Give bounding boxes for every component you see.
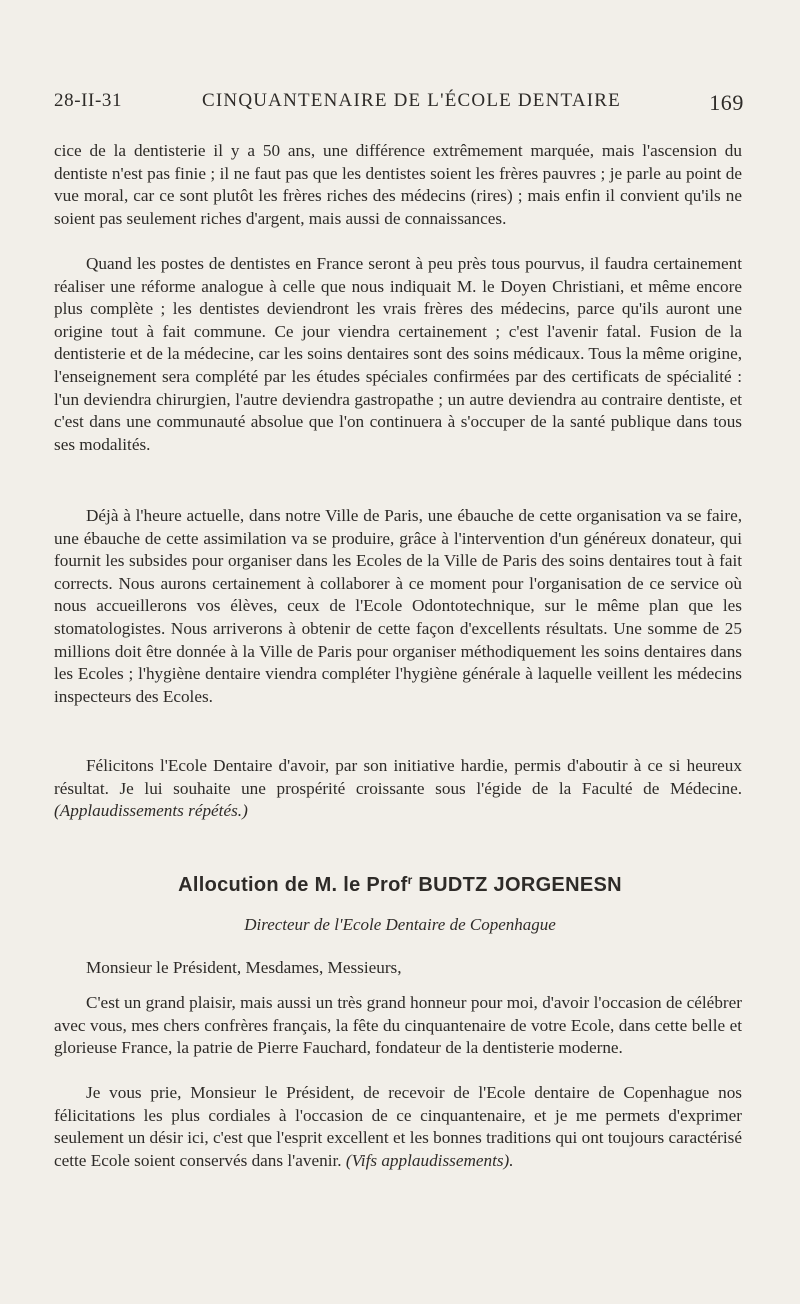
running-header (54, 90, 744, 118)
header-date: 28-II-31 (54, 90, 123, 111)
paragraph-text: C'est un grand plaisir, mais aussi un très grand honneur pour moi, d'avoir l'occasion de célébrer avec vous, mes chers confrères français, la fête du cinquantenaire de votre Ecole, dans cette belle et glorieuse France, la patrie de Pierre Fauchard, fondateur de la dentisterie moderne. (54, 993, 742, 1058)
section-subtitle: Directeur de l'Ecole Dentaire de Copenhague (244, 915, 556, 934)
paragraph-text: Félicitons l'Ecole Dentaire d'avoir, par son initiative hardie, permis d'aboutir à ce si heureux résultat. Je lui souhaite une prospérité croissante sous l'égide de la Faculté de Médecine. (54, 756, 742, 798)
section-title (0, 873, 800, 897)
paragraph-text: Quand les postes de dentistes en France seront à peu près tous pourvus, il faudra certainement réaliser une réforme analogue à celle que nous indiquait M. le Doyen Christiani, et même encore plus complète ; les dentistes deviendront les vrais frères des médecins, parce qu'ils auront une origine tout à fait commune. Ce jour viendra certainement ; c'est l'avenir fatal. Fusion de la dentisterie et de la médecine, car les soins dentaires sont des soins médicaux. Tous la même origine, l'enseignement sera complété par les études spéciales confirmées par des certificats de spécialité : l'un deviendra chirurgien, l'autre deviendra gastropathe ; un autre deviendra au contraire dentiste, et c'est dans une communauté absolue que l'on continuera à s'occuper de la santé publique dans tous ses modalités. (54, 254, 742, 454)
paragraph-text: Déjà à l'heure actuelle, dans notre Ville de Paris, une ébauche de cette organisation va se faire, une ébauche de cette assimilation va se produire, grâce à l'intervention d'un généreux donateur, qui fournit les subsides pour organiser dans les Ecoles de la Ville de Paris des soins dentaires tout à fait corrects. Nous aurons certainement à collaborer à ce moment pour l'organisation de ce service où nous accueillerons vos élèves, ceux de l'Ecole Odontotechnique, sur le même plan que les stomatologistes. Nous arriverons à obtenir de cette façon d'excellents résultats. Une somme de 25 millions doit être donnée à la Ville de Paris pour organiser méthodiquement les soins dentaires dans les Ecoles ; l'hygiène dentaire viendra compléter l'hygiène générale à laquelle veillent les médecins inspecteurs des Ecoles. (54, 506, 742, 706)
header-running-title: CINQUANTENAIRE DE L'ÉCOLE DENTAIRE (202, 90, 621, 111)
applause-note: (Vifs applaudissements). (345, 1150, 514, 1170)
paragraph-congratulations (54, 755, 742, 823)
paragraph-speech-closing (54, 1082, 742, 1172)
paragraph-text: Je vous prie, Monsieur le Président, de recevoir de l'Ecole dentaire de Copenhague nos félicitations les plus cordiales à l'occasion de ce cinquantenaire, et je me permets d'exprimer seulement un désir ici, c'est que l'esprit excellent et les bonnes traditions qui ont toujours caractérisé cette Ecole soient conservés dans l'avenir. (54, 1083, 742, 1170)
paragraph-reform (54, 253, 742, 456)
page-number: 169 (709, 90, 744, 115)
paragraph-paris (54, 505, 742, 708)
paragraph-continuation (54, 140, 742, 230)
applause-note: (Applaudissements répétés.) (54, 801, 248, 821)
paragraph-text: cice de la dentisterie il y a 50 ans, une différence extrêmement marquée, mais l'ascension du dentiste n'est pas finie ; il ne faut pas que les dentistes soient les frères pauvres ; je parle au point de vue moral, car ce sont plutôt les frères riches des médecins (rires) ; mais enfin il convient qu'ils ne soient pas seulement riches d'argent, mais aussi de connaissances. (54, 141, 742, 228)
salutation: Monsieur le Président, Mesdames, Messieurs, (86, 958, 402, 977)
paragraph-speech-opening (54, 992, 742, 1060)
section-title-superscript: r (407, 873, 413, 887)
section-title-name: BUDTZ JORGENESN (412, 874, 622, 896)
section-title-prefix: Allocution de M. le Prof (178, 874, 408, 896)
